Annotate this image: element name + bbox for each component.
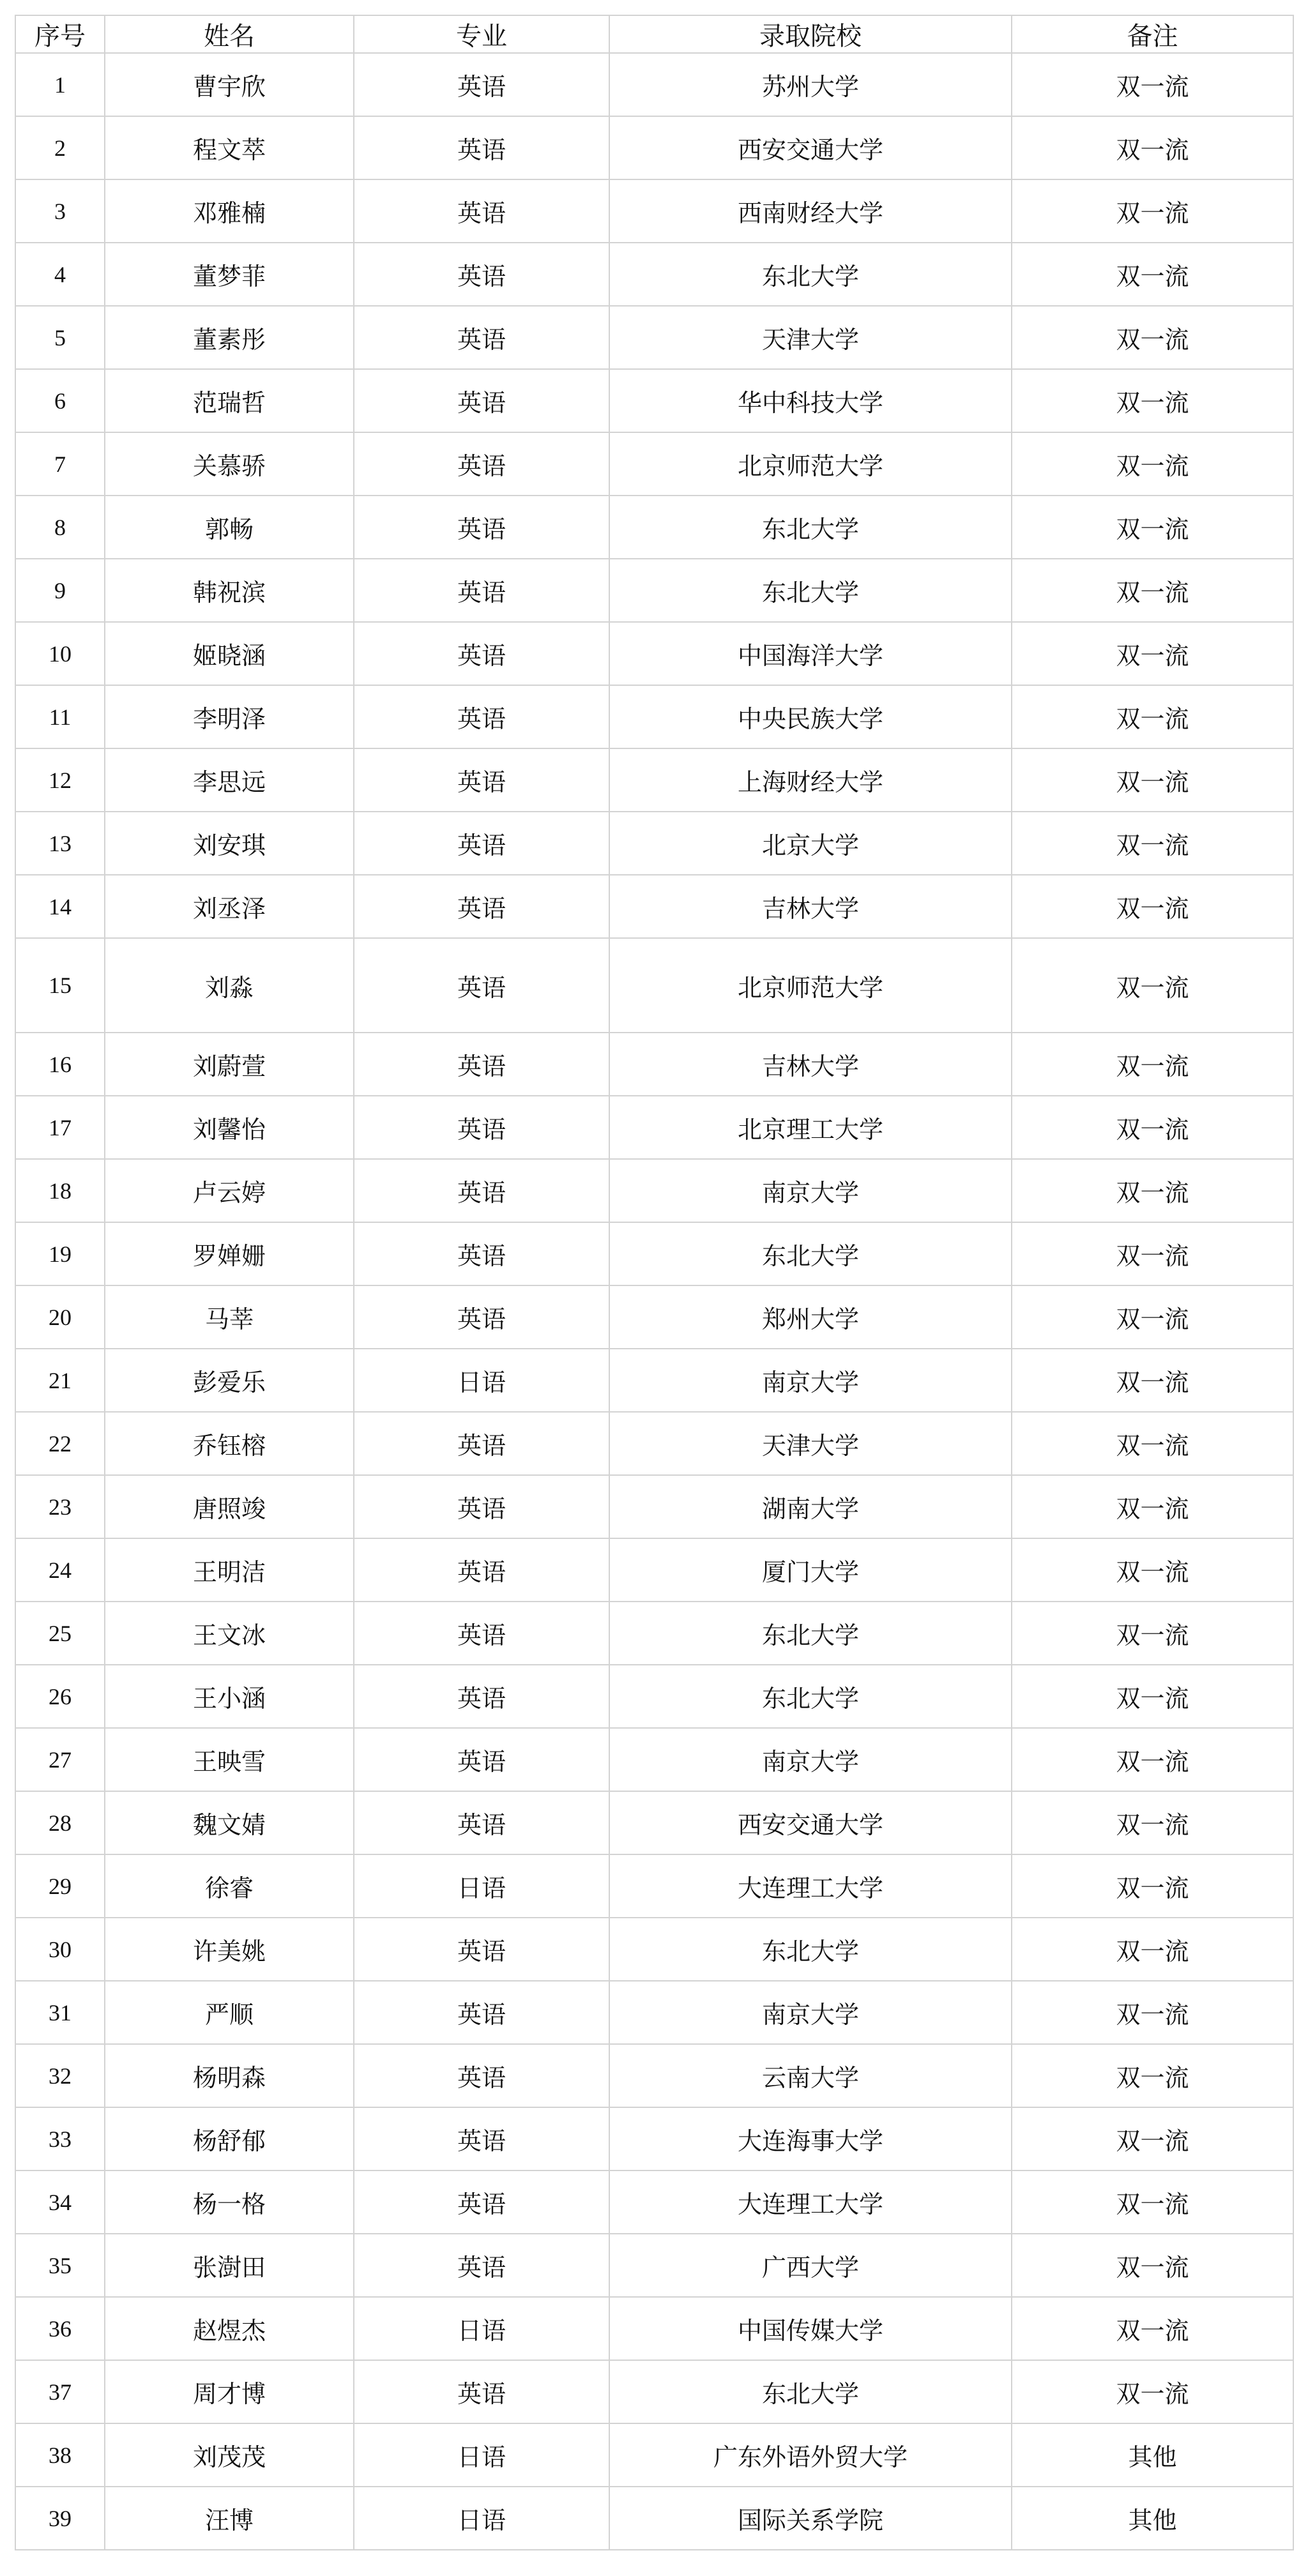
cell-remark: 双一流 <box>1012 1981 1293 2044</box>
cell-remark: 双一流 <box>1012 1918 1293 1981</box>
cell-index: 33 <box>15 2107 105 2171</box>
cell-remark: 双一流 <box>1012 179 1293 243</box>
cell-remark: 双一流 <box>1012 1412 1293 1475</box>
cell-remark: 双一流 <box>1012 1285 1293 1349</box>
cell-remark: 双一流 <box>1012 2360 1293 2423</box>
table-row <box>15 1159 1293 1222</box>
table-row <box>15 622 1293 685</box>
cell-university: 东北大学 <box>609 2360 1012 2423</box>
cell-major: 英语 <box>354 875 609 938</box>
cell-major: 英语 <box>354 1728 609 1791</box>
cell-name: 李明泽 <box>105 685 354 748</box>
table-row <box>15 685 1293 748</box>
cell-index: 9 <box>15 559 105 622</box>
cell-remark: 双一流 <box>1012 369 1293 432</box>
cell-index: 34 <box>15 2171 105 2234</box>
table-row <box>15 1918 1293 1981</box>
header-remark: 备注 <box>1012 15 1293 53</box>
table-row <box>15 1412 1293 1475</box>
cell-major: 英语 <box>354 1918 609 1981</box>
table-row <box>15 243 1293 306</box>
cell-index: 8 <box>15 496 105 559</box>
cell-remark: 双一流 <box>1012 622 1293 685</box>
cell-major: 英语 <box>354 748 609 812</box>
cell-remark: 双一流 <box>1012 2234 1293 2297</box>
cell-university: 北京师范大学 <box>609 938 1012 1033</box>
cell-university: 东北大学 <box>609 1222 1012 1285</box>
cell-university: 国际关系学院 <box>609 2487 1012 2550</box>
table-row <box>15 2171 1293 2234</box>
cell-university: 大连理工大学 <box>609 1854 1012 1918</box>
cell-university: 吉林大学 <box>609 875 1012 938</box>
cell-remark: 双一流 <box>1012 2044 1293 2107</box>
table-row <box>15 1349 1293 1412</box>
cell-major: 英语 <box>354 1475 609 1538</box>
cell-major: 英语 <box>354 2171 609 2234</box>
cell-remark: 双一流 <box>1012 875 1293 938</box>
cell-major: 英语 <box>354 496 609 559</box>
cell-remark: 双一流 <box>1012 53 1293 116</box>
cell-remark: 双一流 <box>1012 1854 1293 1918</box>
table-row <box>15 1791 1293 1854</box>
cell-index: 10 <box>15 622 105 685</box>
cell-university: 郑州大学 <box>609 1285 1012 1349</box>
cell-major: 英语 <box>354 1033 609 1096</box>
cell-index: 3 <box>15 179 105 243</box>
cell-university: 广东外语外贸大学 <box>609 2423 1012 2487</box>
cell-university: 天津大学 <box>609 1412 1012 1475</box>
table-row <box>15 2234 1293 2297</box>
table-row <box>15 1096 1293 1159</box>
cell-major: 英语 <box>354 179 609 243</box>
cell-index: 26 <box>15 1665 105 1728</box>
table-row <box>15 1728 1293 1791</box>
cell-remark: 双一流 <box>1012 2171 1293 2234</box>
cell-remark: 双一流 <box>1012 812 1293 875</box>
cell-university: 天津大学 <box>609 306 1012 369</box>
cell-remark: 其他 <box>1012 2423 1293 2487</box>
cell-index: 7 <box>15 432 105 496</box>
table-row <box>15 1033 1293 1096</box>
table-row <box>15 1285 1293 1349</box>
cell-university: 南京大学 <box>609 1981 1012 2044</box>
table-row <box>15 1665 1293 1728</box>
table-row <box>15 432 1293 496</box>
cell-university: 上海财经大学 <box>609 748 1012 812</box>
cell-name: 张澍田 <box>105 2234 354 2297</box>
cell-university: 西安交通大学 <box>609 116 1012 179</box>
cell-university: 北京大学 <box>609 812 1012 875</box>
header-name: 姓名 <box>105 15 354 53</box>
table-row <box>15 1854 1293 1918</box>
cell-remark: 双一流 <box>1012 1602 1293 1665</box>
cell-major: 英语 <box>354 1222 609 1285</box>
cell-name: 王明洁 <box>105 1538 354 1602</box>
cell-remark: 双一流 <box>1012 1665 1293 1728</box>
cell-remark: 双一流 <box>1012 938 1293 1033</box>
cell-name: 王小涵 <box>105 1665 354 1728</box>
cell-index: 38 <box>15 2423 105 2487</box>
cell-major: 英语 <box>354 685 609 748</box>
cell-major: 英语 <box>354 369 609 432</box>
header-row <box>15 15 1293 53</box>
cell-major: 英语 <box>354 2360 609 2423</box>
cell-name: 程文萃 <box>105 116 354 179</box>
cell-index: 30 <box>15 1918 105 1981</box>
cell-university: 东北大学 <box>609 559 1012 622</box>
cell-major: 英语 <box>354 559 609 622</box>
cell-remark: 双一流 <box>1012 1033 1293 1096</box>
cell-major: 英语 <box>354 1981 609 2044</box>
cell-remark: 双一流 <box>1012 1791 1293 1854</box>
cell-major: 英语 <box>354 1538 609 1602</box>
cell-index: 5 <box>15 306 105 369</box>
cell-index: 35 <box>15 2234 105 2297</box>
cell-name: 乔钰榕 <box>105 1412 354 1475</box>
cell-major: 英语 <box>354 1096 609 1159</box>
cell-remark: 双一流 <box>1012 116 1293 179</box>
cell-major: 英语 <box>354 432 609 496</box>
cell-remark: 双一流 <box>1012 243 1293 306</box>
cell-name: 郭畅 <box>105 496 354 559</box>
cell-university: 中国传媒大学 <box>609 2297 1012 2360</box>
cell-major: 英语 <box>354 622 609 685</box>
cell-remark: 双一流 <box>1012 1159 1293 1222</box>
table-row <box>15 2044 1293 2107</box>
cell-name: 彭爱乐 <box>105 1349 354 1412</box>
cell-name: 刘蔚萱 <box>105 1033 354 1096</box>
cell-major: 英语 <box>354 2234 609 2297</box>
cell-index: 21 <box>15 1349 105 1412</box>
cell-name: 刘丞泽 <box>105 875 354 938</box>
cell-index: 37 <box>15 2360 105 2423</box>
cell-remark: 双一流 <box>1012 685 1293 748</box>
cell-remark: 双一流 <box>1012 432 1293 496</box>
cell-index: 4 <box>15 243 105 306</box>
cell-name: 魏文婧 <box>105 1791 354 1854</box>
cell-name: 杨舒郁 <box>105 2107 354 2171</box>
cell-index: 1 <box>15 53 105 116</box>
header-university: 录取院校 <box>609 15 1012 53</box>
cell-name: 刘安琪 <box>105 812 354 875</box>
cell-university: 东北大学 <box>609 496 1012 559</box>
cell-index: 29 <box>15 1854 105 1918</box>
cell-index: 6 <box>15 369 105 432</box>
cell-university: 东北大学 <box>609 1918 1012 1981</box>
table-body <box>15 53 1293 2550</box>
cell-name: 王文冰 <box>105 1602 354 1665</box>
cell-remark: 双一流 <box>1012 1096 1293 1159</box>
table-row <box>15 1222 1293 1285</box>
cell-remark: 双一流 <box>1012 496 1293 559</box>
cell-name: 刘馨怡 <box>105 1096 354 1159</box>
cell-major: 英语 <box>354 938 609 1033</box>
cell-major: 英语 <box>354 812 609 875</box>
table-row <box>15 1538 1293 1602</box>
table-row <box>15 53 1293 116</box>
table-row <box>15 2423 1293 2487</box>
cell-index: 31 <box>15 1981 105 2044</box>
cell-name: 严顺 <box>105 1981 354 2044</box>
cell-major: 英语 <box>354 2044 609 2107</box>
cell-university: 厦门大学 <box>609 1538 1012 1602</box>
table-row <box>15 116 1293 179</box>
table-row <box>15 2107 1293 2171</box>
cell-major: 英语 <box>354 1791 609 1854</box>
cell-name: 邓雅楠 <box>105 179 354 243</box>
cell-major: 英语 <box>354 116 609 179</box>
cell-university: 大连海事大学 <box>609 2107 1012 2171</box>
cell-index: 15 <box>15 938 105 1033</box>
cell-university: 中国海洋大学 <box>609 622 1012 685</box>
cell-index: 12 <box>15 748 105 812</box>
cell-name: 赵煜杰 <box>105 2297 354 2360</box>
cell-name: 周才博 <box>105 2360 354 2423</box>
table-row <box>15 2360 1293 2423</box>
cell-university: 南京大学 <box>609 1728 1012 1791</box>
cell-major: 英语 <box>354 2107 609 2171</box>
table-row <box>15 2487 1293 2550</box>
cell-university: 云南大学 <box>609 2044 1012 2107</box>
cell-index: 27 <box>15 1728 105 1791</box>
cell-index: 22 <box>15 1412 105 1475</box>
cell-university: 东北大学 <box>609 1665 1012 1728</box>
cell-university: 湖南大学 <box>609 1475 1012 1538</box>
cell-major: 英语 <box>354 1602 609 1665</box>
cell-remark: 双一流 <box>1012 1538 1293 1602</box>
table-row <box>15 369 1293 432</box>
table-row <box>15 1981 1293 2044</box>
cell-major: 英语 <box>354 243 609 306</box>
cell-remark: 双一流 <box>1012 748 1293 812</box>
cell-name: 姬晓涵 <box>105 622 354 685</box>
cell-university: 华中科技大学 <box>609 369 1012 432</box>
cell-name: 汪博 <box>105 2487 354 2550</box>
cell-index: 19 <box>15 1222 105 1285</box>
cell-university: 东北大学 <box>609 1602 1012 1665</box>
cell-remark: 双一流 <box>1012 2297 1293 2360</box>
cell-index: 36 <box>15 2297 105 2360</box>
cell-index: 25 <box>15 1602 105 1665</box>
cell-name: 王映雪 <box>105 1728 354 1791</box>
cell-major: 英语 <box>354 1412 609 1475</box>
cell-major: 日语 <box>354 2487 609 2550</box>
cell-university: 北京理工大学 <box>609 1096 1012 1159</box>
cell-index: 14 <box>15 875 105 938</box>
cell-name: 杨明森 <box>105 2044 354 2107</box>
cell-index: 13 <box>15 812 105 875</box>
cell-major: 日语 <box>354 2423 609 2487</box>
cell-major: 英语 <box>354 53 609 116</box>
cell-major: 英语 <box>354 306 609 369</box>
cell-major: 日语 <box>354 1349 609 1412</box>
table-row <box>15 875 1293 938</box>
cell-index: 28 <box>15 1791 105 1854</box>
cell-name: 卢云婷 <box>105 1159 354 1222</box>
table-row <box>15 496 1293 559</box>
cell-university: 中央民族大学 <box>609 685 1012 748</box>
cell-index: 16 <box>15 1033 105 1096</box>
cell-index: 23 <box>15 1475 105 1538</box>
cell-name: 杨一格 <box>105 2171 354 2234</box>
cell-index: 24 <box>15 1538 105 1602</box>
cell-index: 17 <box>15 1096 105 1159</box>
cell-major: 英语 <box>354 1159 609 1222</box>
cell-university: 西南财经大学 <box>609 179 1012 243</box>
cell-name: 刘茂茂 <box>105 2423 354 2487</box>
cell-name: 韩祝滨 <box>105 559 354 622</box>
cell-index: 11 <box>15 685 105 748</box>
table-row <box>15 1475 1293 1538</box>
cell-remark: 其他 <box>1012 2487 1293 2550</box>
cell-name: 徐睿 <box>105 1854 354 1918</box>
cell-major: 英语 <box>354 1665 609 1728</box>
cell-remark: 双一流 <box>1012 559 1293 622</box>
table-row <box>15 179 1293 243</box>
cell-name: 李思远 <box>105 748 354 812</box>
table-header <box>15 15 1293 53</box>
table-row <box>15 1602 1293 1665</box>
cell-remark: 双一流 <box>1012 306 1293 369</box>
cell-major: 日语 <box>354 1854 609 1918</box>
cell-index: 18 <box>15 1159 105 1222</box>
cell-university: 苏州大学 <box>609 53 1012 116</box>
cell-university: 东北大学 <box>609 243 1012 306</box>
cell-index: 2 <box>15 116 105 179</box>
cell-remark: 双一流 <box>1012 1349 1293 1412</box>
cell-remark: 双一流 <box>1012 2107 1293 2171</box>
table-row <box>15 748 1293 812</box>
table-row <box>15 938 1293 1033</box>
cell-university: 南京大学 <box>609 1159 1012 1222</box>
table-row <box>15 559 1293 622</box>
cell-university: 广西大学 <box>609 2234 1012 2297</box>
cell-name: 关慕骄 <box>105 432 354 496</box>
cell-name: 董素彤 <box>105 306 354 369</box>
table-row <box>15 2297 1293 2360</box>
cell-university: 北京师范大学 <box>609 432 1012 496</box>
admissions-sheet <box>15 15 1293 2550</box>
table-row <box>15 306 1293 369</box>
cell-university: 大连理工大学 <box>609 2171 1012 2234</box>
header-index: 序号 <box>15 15 105 53</box>
cell-name: 刘淼 <box>105 938 354 1033</box>
cell-name: 范瑞哲 <box>105 369 354 432</box>
cell-name: 马莘 <box>105 1285 354 1349</box>
cell-name: 罗婵姗 <box>105 1222 354 1285</box>
header-major: 专业 <box>354 15 609 53</box>
cell-remark: 双一流 <box>1012 1728 1293 1791</box>
cell-name: 董梦菲 <box>105 243 354 306</box>
cell-name: 许美姚 <box>105 1918 354 1981</box>
cell-major: 日语 <box>354 2297 609 2360</box>
cell-remark: 双一流 <box>1012 1475 1293 1538</box>
table-row <box>15 812 1293 875</box>
cell-major: 英语 <box>354 1285 609 1349</box>
cell-index: 32 <box>15 2044 105 2107</box>
cell-remark: 双一流 <box>1012 1222 1293 1285</box>
cell-name: 唐照竣 <box>105 1475 354 1538</box>
cell-university: 西安交通大学 <box>609 1791 1012 1854</box>
cell-university: 南京大学 <box>609 1349 1012 1412</box>
cell-university: 吉林大学 <box>609 1033 1012 1096</box>
cell-name: 曹宇欣 <box>105 53 354 116</box>
admissions-table <box>15 15 1294 2550</box>
cell-index: 39 <box>15 2487 105 2550</box>
cell-index: 20 <box>15 1285 105 1349</box>
